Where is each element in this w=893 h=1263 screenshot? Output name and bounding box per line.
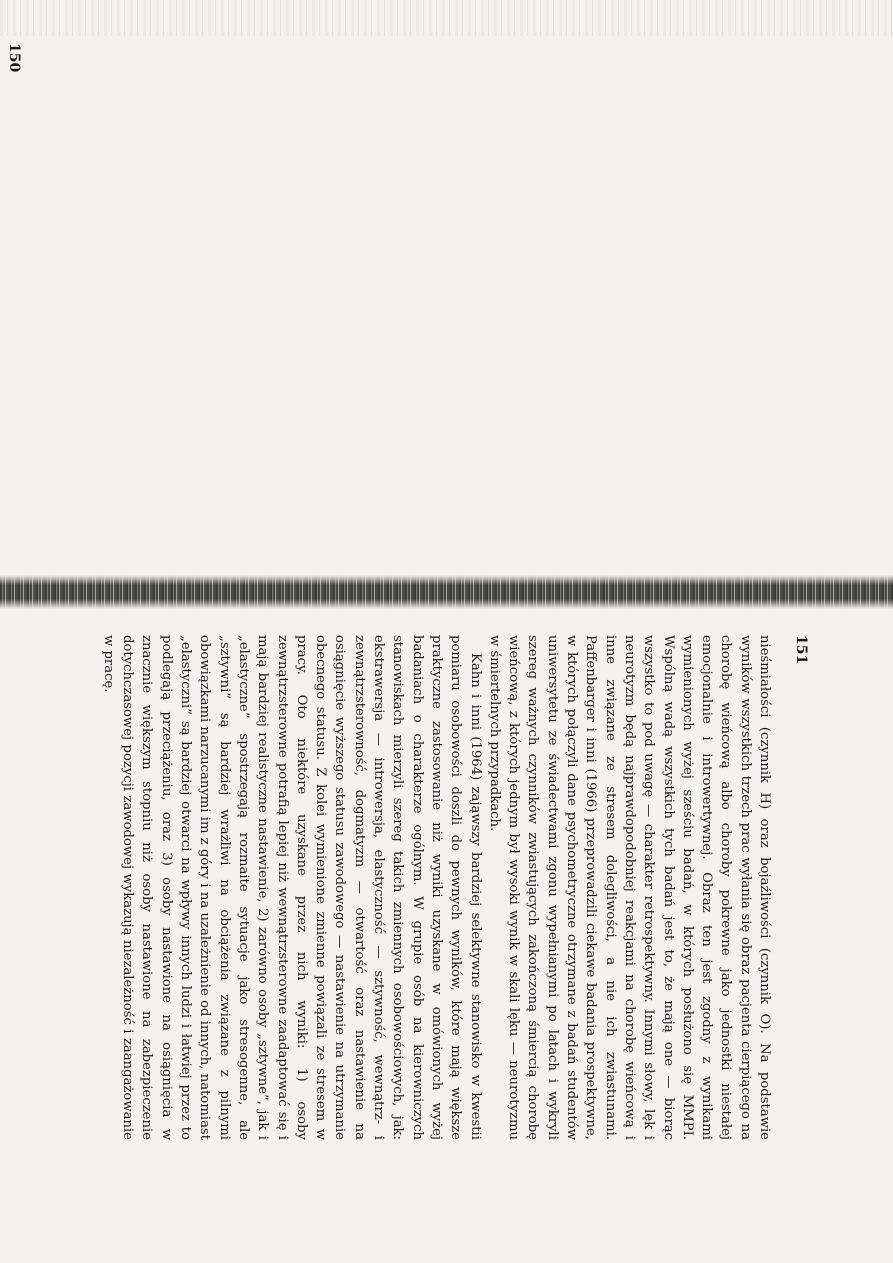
page-number: 151 [793,635,809,665]
paragraph: Kahn i inni (1964) zająwszy bardziej selektywne stanowisko w kwestii pomiaru osobowości doszli do pewnych wyników, które mają większe praktyczne zastosowanie niż wyniki uzyskane w omówionych wyżej badaniach o charakterze ogólnym. W grupie osób na kierowniczych stanowiskach mierzyli szereg takich zmiennych osobowościowych, jak: ekstrawersja — introwersja, elastyczność — sztywność, wewnątrz- i zewnątrzsterowność, dogmatyzm — otwartość oraz nastawienie na osiągnięcie wyższego statusu zawodowego — nastawienie na utrzymanie obecnego statusu. Z kolei wymienione zmienne powiązali ze stresem w pracy. Oto niektóre uzyskane przez nich wyniki: 1) osoby zewnątrzsterowne potrafią lepiej niż wewnątrzsterowne zaadaptować się i mają bardziej realistyczne nastawienie, 2) zarówno osoby „sztywne”, jak i „elastyczne” spostrzegają rozmaite sytuacje jako stresogenne, ale „sztywni” są bardziej wrażliwi na obciążenia związane z pilnymi obowiązkami narzucanymi im z góry i na uzależnienie od innych, natomiast „elastyczni” są bardziej otwarci na wpływy innych ludzi i łatwiej przez to podlegają przeciążeniu, oraz 3) osoby nastawione na osiągnięcia w znacznie większym stopniu niż osoby nastawione na zabezpieczenie dotychczasowej pozycji zawodowej wykazują niezależność i zaangażowanie w pracę. [100,635,483,1140]
page-text [99,635,774,1140]
page-151 [0,635,810,1140]
paragraph: nieśmiałości (czynnik H) oraz bojaźliwości (czynnik O). Na podstawie wyników wszystkich trzech prac wyłania się obraz pacjenta cierpiącego na chorobę wieńcową albo choroby pokrewne jako jednostki niestałej emocjonalnie i introwertywnej. Obraz ten jest zgodny z wynikami wymienionych wyżej sześciu badań, w których posłużono się MMPI. Wspólną wadą wszystkich tych badań jest to, że mają one — biorąc wszystko to pod uwagę — charakter retrospektywny. Innymi słowy, lęk i neurotyzm będą najprawdopodobniej reakcjami na chorobę wieńcową i inne związane ze stresem dolegliwości, a nie ich zwiastunami. Paffenbarger i inni (1966) przeprowadzili ciekawe badania prospektywne, w których połączyli dane psychometryczne otrzymane z badań studentów uniwersytetu ze świadectwami zgonu wypełnianymi po latach i wykryli szereg ważnych czynników zwiastujących zakończoną śmiercią chorobę wieńcową, z których jednym był wysoki wynik w skali lęku — neurotyzmu w śmiertelnych przypadkach. [486,635,772,1140]
page-number: 150 [6,43,22,73]
scan-noise [0,0,893,36]
book-gutter [0,575,893,609]
page-150 [0,43,23,548]
